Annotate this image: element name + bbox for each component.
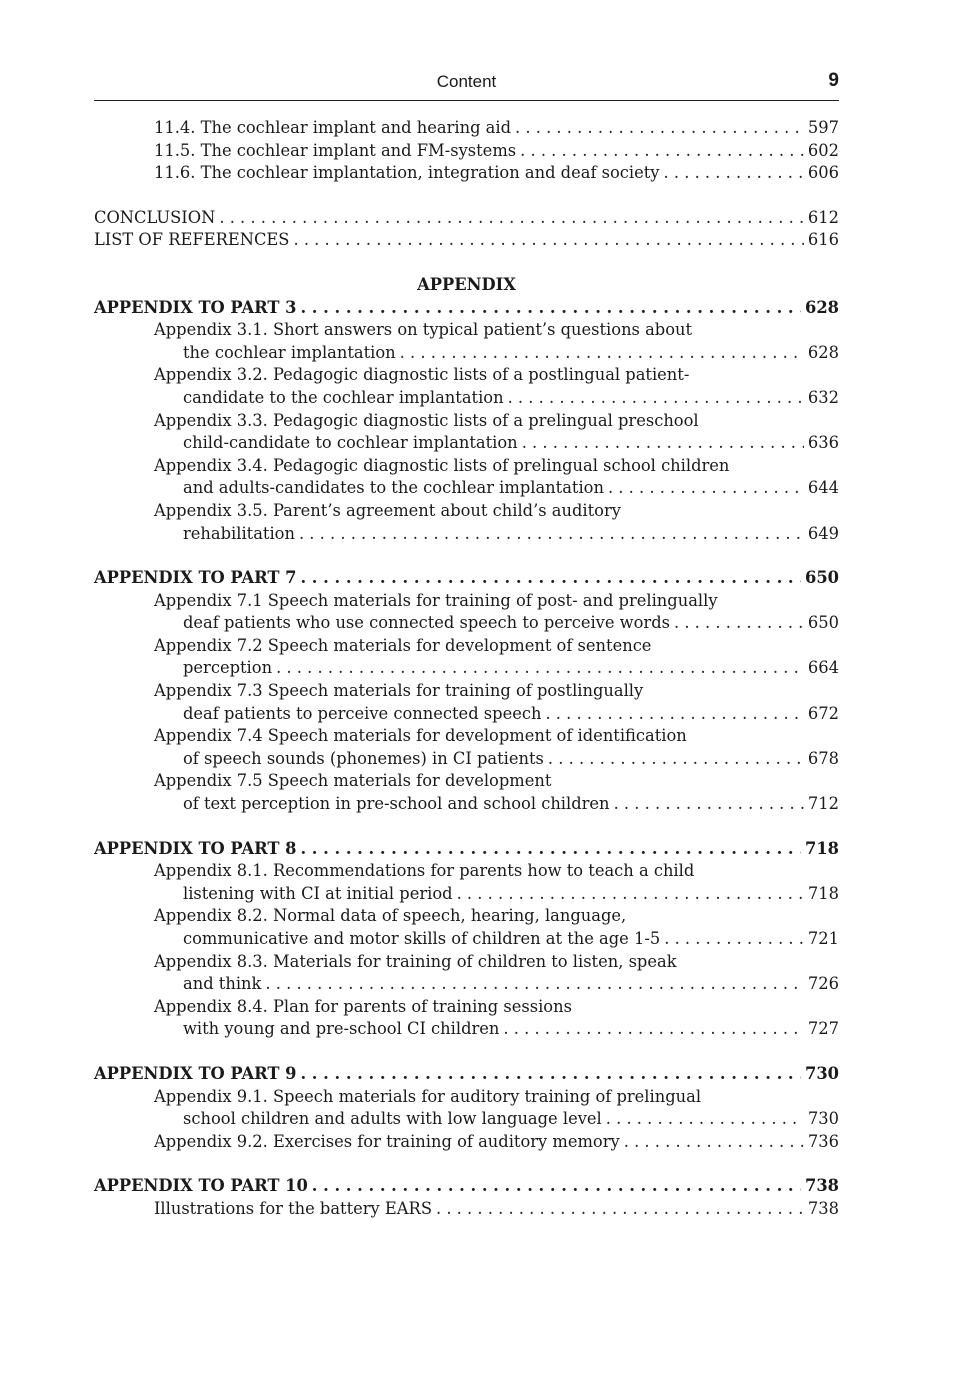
toc-entry: with young and pre-school CI children . . . 727 [94, 1018, 839, 1041]
toc-entry: Appendix 9.2. Exercises for training of auditory memory . . . 736 [94, 1131, 839, 1154]
toc-entry: perception . . . 664 [94, 657, 839, 680]
toc-entry: school children and adults with low language level . . . 730 [94, 1108, 839, 1131]
toc-entry: candidate to the cochlear implantation . . . 632 [94, 387, 839, 410]
toc-entry: APPENDIX TO PART 10 . . . 738 [94, 1175, 839, 1198]
toc-entry: and adults-candidates to the cochlear implantation . . . 644 [94, 477, 839, 500]
toc-entry: Appendix 3.1. Short answers on typical patient’s questions about [154, 320, 693, 340]
page-header [94, 70, 839, 101]
toc-entry: CONCLUSION . . . 612 [94, 207, 839, 230]
toc-entry: and think . . . 726 [94, 973, 839, 996]
toc-entry: 11.5. The cochlear implant and FM-systems . . . 602 [94, 140, 839, 163]
toc-entry: APPENDIX TO PART 7 . . . 650 [94, 567, 839, 590]
toc-entry: APPENDIX TO PART 9 . . . 730 [94, 1063, 839, 1086]
toc-entry: of speech sounds (phonemes) in CI patients . . . 678 [94, 748, 839, 771]
table-of-contents [94, 117, 839, 1221]
toc-entry: Appendix 8.1. Recommendations for parents how to teach a child [154, 861, 695, 881]
toc-entry: deaf patients who use connected speech to perceive words . . . 650 [94, 612, 839, 635]
toc-entry: APPENDIX TO PART 3 . . . 628 [94, 297, 839, 320]
toc-entry: Appendix 3.4. Pedagogic diagnostic lists of prelingual school children [154, 455, 730, 475]
toc-entry: Appendix 7.1 Speech materials for training of post- and prelingually [154, 590, 718, 610]
toc-entry: deaf patients to perceive connected speech . . . 672 [94, 703, 839, 726]
section-heading: APPENDIX [417, 274, 516, 294]
toc-entry: Appendix 9.1. Speech materials for auditory training of prelingual [154, 1086, 702, 1106]
toc-entry: Appendix 8.3. Materials for training of children to listen, speak [154, 951, 677, 971]
toc-entry: rehabilitation . . . 649 [94, 523, 839, 546]
toc-entry: Appendix 8.2. Normal data of speech, hearing, language, [154, 906, 627, 926]
toc-entry: Appendix 7.2 Speech materials for development of sentence [154, 635, 652, 655]
toc-entry: Appendix 7.5 Speech materials for development [154, 771, 552, 791]
running-title: Content [436, 72, 497, 91]
toc-entry: 11.6. The cochlear implantation, integration and deaf society . . . 606 [94, 162, 839, 185]
toc-entry: the cochlear implantation . . . 628 [94, 342, 839, 365]
toc-entry: Appendix 3.3. Pedagogic diagnostic lists of a prelingual preschool [154, 410, 699, 430]
page-number: 9 [828, 70, 839, 91]
toc-entry: Appendix 8.4. Plan for parents of training sessions [154, 996, 572, 1016]
toc-entry: Appendix 3.2. Pedagogic diagnostic lists of a postlingual patient- [154, 365, 690, 385]
toc-entry: LIST OF REFERENCES . . . 616 [94, 229, 839, 252]
toc-entry: APPENDIX TO PART 8 . . . 718 [94, 838, 839, 861]
toc-entry: child-candidate to cochlear implantation . . . 636 [94, 432, 839, 455]
toc-entry: listening with CI at initial period . . . 718 [94, 883, 839, 906]
toc-entry: 11.4. The cochlear implant and hearing aid . . . 597 [94, 117, 839, 140]
toc-entry: Appendix 3.5. Parent’s agreement about child’s auditory [154, 500, 621, 520]
toc-entry: Appendix 7.4 Speech materials for development of identification [154, 726, 687, 746]
toc-entry: communicative and motor skills of children at the age 1-5 . . . 721 [94, 928, 839, 951]
toc-entry: Illustrations for the battery EARS . . . 738 [94, 1198, 839, 1221]
toc-entry: of text perception in pre-school and school children . . . 712 [94, 793, 839, 816]
toc-entry: Appendix 7.3 Speech materials for training of postlingually [154, 681, 644, 701]
